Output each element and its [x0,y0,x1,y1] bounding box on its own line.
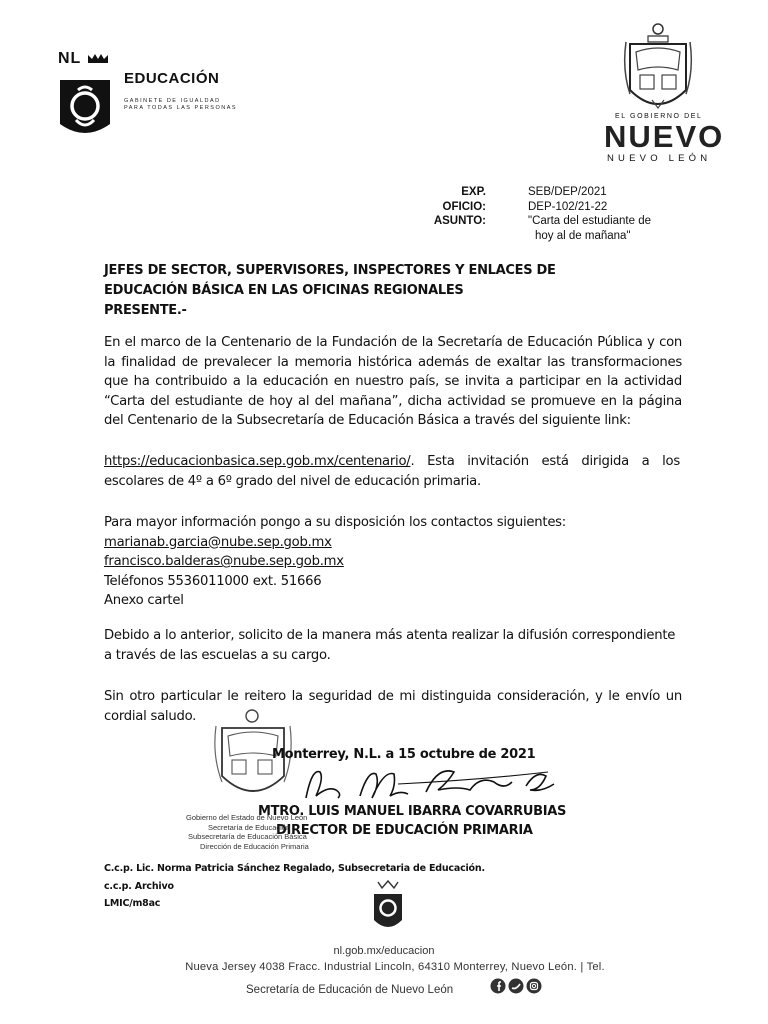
signatory-title: DIRECTOR DE EDUCACIÓN PRIMARIA [276,823,533,838]
cc-line-2: c.c.p. Archivo [104,880,174,892]
asunto-label: ASUNTO: [433,215,486,227]
footer-address: Nueva Jersey 4038 Fracc. Industrial Lincoln, 64310 Monterrey, Nuevo León. | Tel. [185,961,605,973]
social-icons [488,976,548,996]
body-paragraph-4: Debido a lo anterior, solicito de la manera más atenta realizar la difusión correspondiente a través de las escuelas a su cargo. [104,628,676,663]
body-paragraph-5: Sin otro particular le reitero la seguridad de mi distinguida consideración, y le envío un cordial saludo. [104,689,682,724]
reference-labels [400,185,486,229]
email-link-1[interactable]: marianab.garcia@nube.sep.gob.mx [104,534,332,550]
department-tagline: GABINETE DE IGUALDAD PARA TODAS LAS PERSONAS [124,98,238,111]
state-coat-of-arms [618,20,698,120]
asunto-value-line-1: "Carta del estudiante de [528,215,651,227]
recipients: JEFES DE SECTOR, SUPERVISORES, INSPECTORES Y ENLACES DE EDUCACIÓN BÁSICA EN LAS OFICINAS REGIONALES PRESENTE.- [104,263,556,318]
nl-mark: NL [58,50,109,68]
phone-number: Teléfonos 5536011000 ext. 51666 [104,573,322,589]
department-title: EDUCACIÓN [124,70,220,87]
crown-icon [87,52,109,64]
handwritten-signature [298,760,558,806]
cc-line-1: C.c.p. Lic. Norma Patricia Sánchez Regalado, Subsecretaria de Educación. [104,863,485,874]
body-paragraph-2: https://educacionbasica.sep.gob.mx/centenario/. Esta invitación está dirigida a los escolares de 4º a 6º grado del nivel de educación primaria. [104,454,680,489]
seal-text: Gobierno del Estado de Nuevo León Secretaría de Educación Subsecretaría de Educación Básica Dirección de Educación Primaria [186,813,309,851]
exp-label: EXP. [461,186,486,198]
footer-url[interactable]: nl.gob.mx/educacion [333,945,435,957]
asunto-value-line-2: hoy al de mañana" [535,229,631,242]
footer-secretariat: Secretaría de Educación de Nuevo León [246,984,454,996]
oficio-value: DEP-102/21-22 [528,200,608,213]
reference-values [528,185,668,243]
email-link-2[interactable]: francisco.balderas@nube.sep.gob.mx [104,554,344,569]
oficio-label: OFICIO: [442,200,486,213]
exp-value: SEB/DEP/2021 [528,186,607,198]
footer-nl-logo [370,878,406,938]
signatory-name: MTRO. LUIS MANUEL IBARRA COVARRUBIAS [258,804,567,819]
contacts-intro: Para mayor información pongo a su disposición los contactos siguientes: [104,515,566,530]
contacts-block [104,513,684,611]
date-line: Monterrey, N.L. a 15 octubre de 2021 [272,747,536,762]
annex-note: Anexo cartel [104,593,184,608]
state-name: NUEVO LEÓN [607,153,712,164]
carbon-copies [104,860,485,913]
twitter-icon[interactable] [509,979,524,994]
government-label: EL GOBIERNO DEL [615,113,703,120]
nl-education-logo [56,76,114,142]
facebook-icon[interactable] [491,979,506,994]
body-paragraph-1: En el marco de la Centenario de la Fundación de la Secretaría de Educación Pública y con la finalidad de prevalecer la memoria histórica además de exaltar las transformaciones que ha contribuido a la educación en nuestro país, se invita a participar en la actividad “Carta del estudiante de hoy al del mañana”, dicha actividad se promueve en la página del Centenario de la Subsecretaría de Educación Básica a través del siguiente link: [104,335,682,428]
government-wordmark: NUEVO [604,119,725,154]
instagram-icon[interactable] [527,979,542,994]
cc-line-3: LMIC/m8ac [104,898,161,909]
centenario-link[interactable]: https://educacionbasica.sep.gob.mx/centenario/ [104,454,411,469]
